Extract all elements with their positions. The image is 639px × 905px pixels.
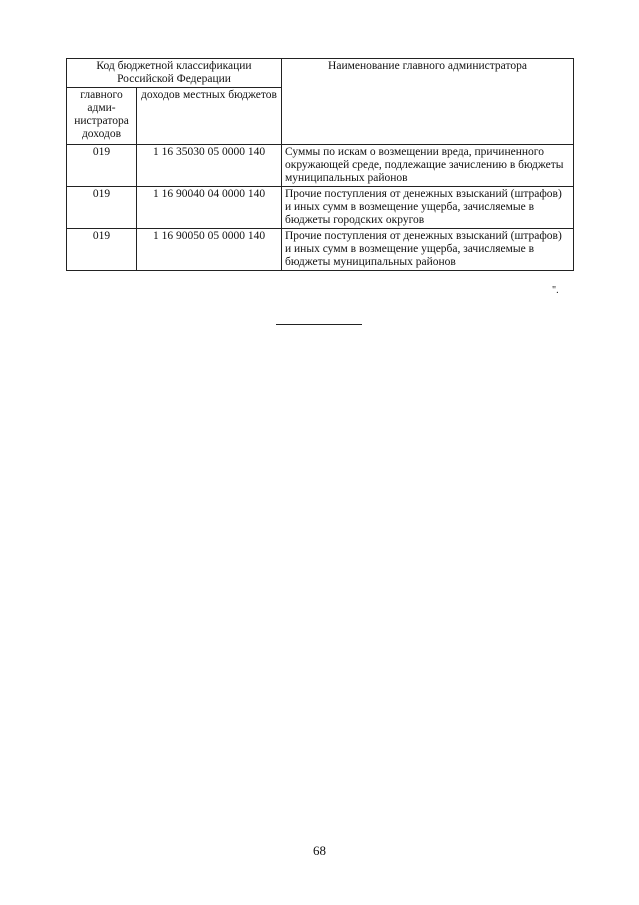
cell-budget-code: 1 16 90040 04 0000 140 (137, 187, 282, 229)
separator-line (276, 324, 362, 325)
cell-administrator-name: Суммы по искам о возмещении вреда, причиненного окружающей среде, подлежащие зачислению в бюджеты муниципальных районов (282, 145, 574, 187)
cell-admin-code: 019 (67, 187, 137, 229)
cell-budget-code: 1 16 90050 05 0000 140 (137, 229, 282, 271)
cell-administrator-name: Прочие поступления от денежных взысканий (штрафов) и иных сумм в возмещение ущерба, зачисляемые в бюджеты муниципальных районов (282, 229, 574, 271)
cell-budget-code: 1 16 35030 05 0000 140 (137, 145, 282, 187)
table-row (67, 187, 574, 229)
header-main-administrator: главного адми-нистратора доходов (67, 88, 137, 145)
budget-classification-table (66, 58, 574, 271)
cell-administrator-name: Прочие поступления от денежных взысканий (штрафов) и иных сумм в возмещение ущерба, зачисляемые в бюджеты городских округов (282, 187, 574, 229)
header-administrator-name: Наименование главного администратора (282, 59, 574, 145)
page-number: 68 (313, 843, 326, 858)
cell-admin-code: 019 (67, 145, 137, 187)
table-row (67, 145, 574, 187)
cell-admin-code: 019 (67, 229, 137, 271)
table-header-row (67, 59, 574, 88)
header-budget-classification-code: Код бюджетной классификации Российской Федерации (67, 59, 282, 88)
header-local-budget-income: доходов местных бюджетов (137, 88, 282, 145)
closing-quote-mark: ". (552, 285, 559, 296)
table-row (67, 229, 574, 271)
